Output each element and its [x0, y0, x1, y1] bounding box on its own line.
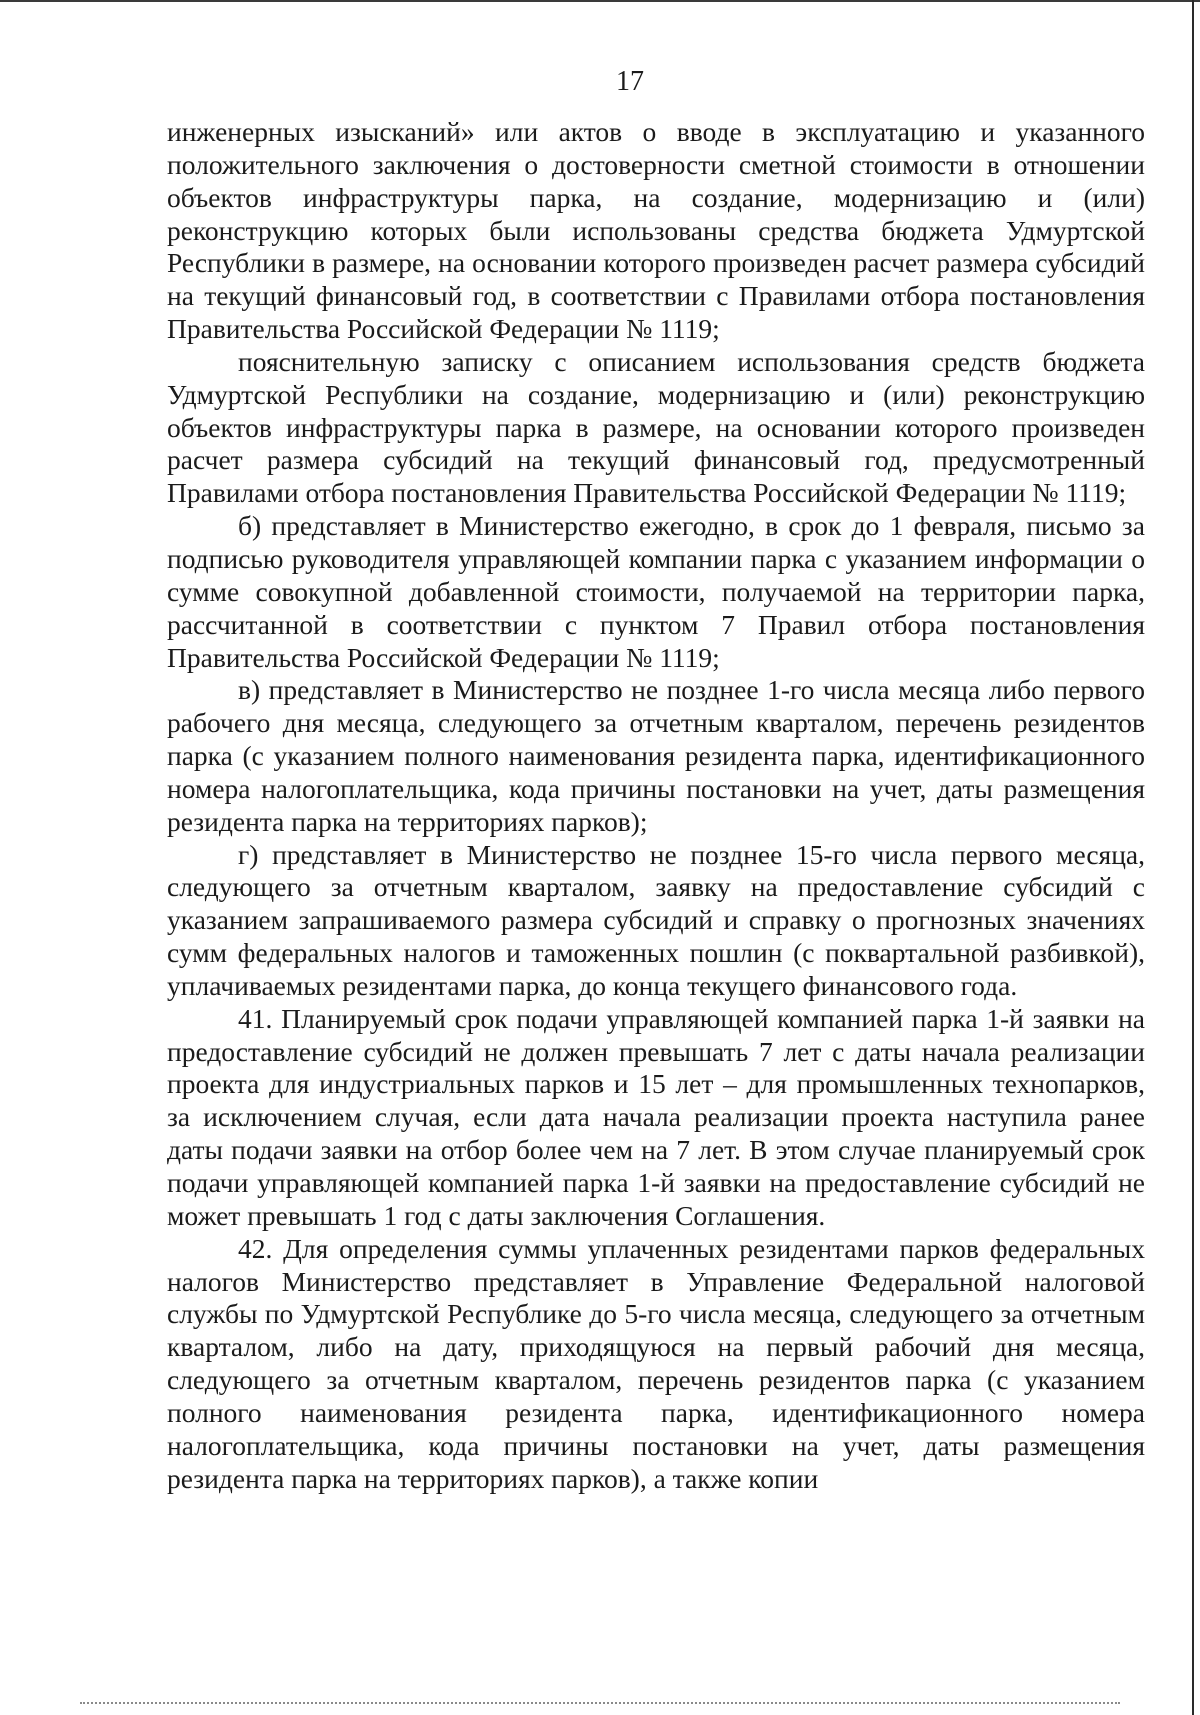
page-number: 17 — [616, 66, 644, 97]
scan-top-edge — [0, 0, 1200, 2]
paragraph-clause-41: 41. Планируемый срок подачи управляющей компанией парка 1-й заявки на предоставление субсидий не должен превышать 7 лет с даты начала реализации проекта для индустриальных парков и 15 лет – для промышленных технопарков, за исключением случая, если дата начала реализации проекта наступила ранее даты подачи заявки на отбор более чем на 7 лет. В этом случае планируемый срок подачи управляющей компанией парка 1-й заявки на предоставление субсидий не может превышать 1 год с даты заключения Соглашения. — [167, 1002, 1145, 1231]
scan-bottom-artifact — [80, 1702, 1120, 1706]
paragraph-explanatory-note: пояснительную записку с описанием использования средств бюджета Удмуртской Республики на создание, модернизацию и (или) реконструкцию объектов инфраструктуры парка в размере, на основании которого произведен расчет размера субсидий на текущий финансовый год, предусмотренный Правилами отбора постановления Правительства Российской Федерации № 1119; — [167, 345, 1145, 509]
scan-right-edge — [1192, 0, 1194, 1715]
paragraph-item-b: б) представляет в Министерство ежегодно, в срок до 1 февраля, письмо за подписью руководителя управляющей компании парка с указанием информации о сумме совокупной добавленной стоимости, получаемой на территории парка, рассчитанной в соответствии с пунктом 7 Правил отбора постановления Правительства Российской Федерации № 1119; — [167, 510, 1145, 673]
document-body — [167, 116, 1145, 1495]
paragraph-clause-42: 42. Для определения суммы уплаченных резидентами парков федеральных налогов Министерство представляет в Управление Федеральной налоговой службы по Удмуртской Республике до 5-го числа месяца, следующего за отчетным кварталом, либо на дату, приходящуюся на первый рабочий дня месяца, следующего за отчетным кварталом, перечень резидентов парка (с указанием полного наименования резидента парка, идентификационного номера налогоплательщика, кода причины постановки на учет, даты размещения резидента парка на территориях парков), а также копии — [167, 1232, 1145, 1494]
paragraph-item-g: г) представляет в Министерство не позднее 15-го числа первого месяца, следующего за отчетным кварталом, заявку на предоставление субсидий с указанием запрашиваемого размера субсидий и справку о прогнозных значениях сумм федеральных налогов и таможенных пошлин (с поквартальной разбивкой), уплачиваемых резидентами парка, до конца текущего финансового года. — [167, 838, 1145, 1001]
paragraph-item-v: в) представляет в Министерство не позднее 1-го числа месяца либо первого рабочего дня месяца, следующего за отчетным кварталом, перечень резидентов парка (с указанием полного наименования резидента парка, идентификационного номера налогоплательщика, кода причины постановки на учет, даты размещения резидента парка на территориях парков); — [167, 674, 1145, 837]
paragraph-continuation: инженерных изысканий» или актов о вводе в эксплуатацию и указанного положительного заключения о достоверности сметной стоимости в отношении объектов инфраструктуры парка, на создание, модернизацию и (или) реконструкцию которых были использованы средства бюджета Удмуртской Республики в размере, на основании которого произведен расчет размера субсидий на текущий финансовый год, в соответствии с Правилами отбора постановления Правительства Российской Федерации № 1119; — [167, 116, 1145, 345]
